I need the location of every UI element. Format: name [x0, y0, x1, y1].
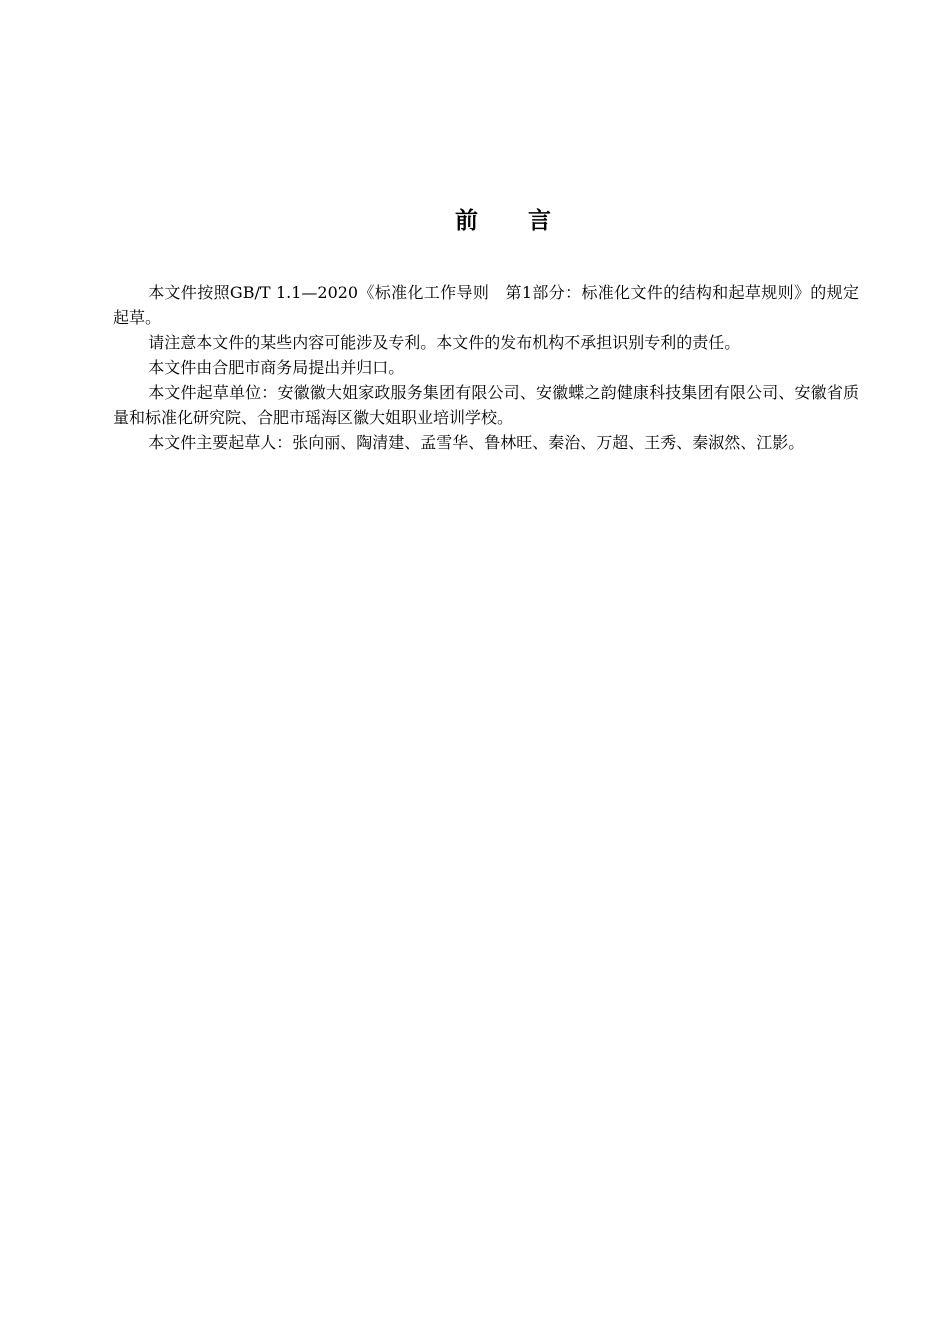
- paragraph-patent-notice: 请注意本文件的某些内容可能涉及专利。本文件的发布机构不承担识别专利的责任。: [148, 333, 741, 352]
- foreword-body: [113, 280, 859, 455]
- title-char-1: 前: [455, 208, 478, 234]
- paragraph-drafting-units: 本文件起草单位：安徽徽大姐家政服务集团有限公司、安徽蝶之韵健康科技集团有限公司、安徽省质量和标准化研究院、合肥市瑶海区徽大姐职业培训学校。: [113, 383, 859, 427]
- paragraph-proposer: 本文件由合肥市商务局提出并归口。: [148, 358, 405, 377]
- paragraph-drafting-rules: 本文件按照GB/T 1.1—2020《标准化工作导则 第1部分：标准化文件的结构和起草规则》的规定起草。: [113, 283, 859, 327]
- paragraph-drafters: 本文件主要起草人：张向丽、陶清建、孟雪华、鲁林旺、秦治、万超、王秀、秦淑然、江影。: [148, 433, 805, 452]
- title-char-2: 言: [528, 208, 551, 234]
- page-title: [0, 202, 950, 235]
